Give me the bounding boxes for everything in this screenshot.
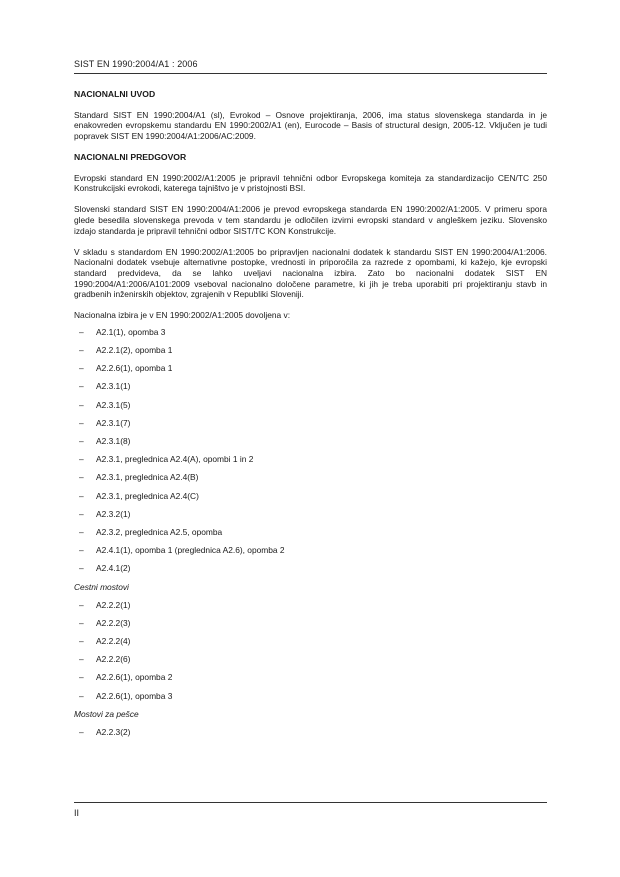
- list-item: – A2.3.2(1): [79, 508, 131, 519]
- list-item: – A2.3.1, preglednica A2.4(A), opombi 1 in 2: [79, 454, 254, 465]
- list-item: – A2.2.6(1), opomba 1: [79, 363, 173, 374]
- list-item: – A2.2.6(1), opomba 3: [79, 690, 173, 701]
- page-number: II: [74, 808, 80, 818]
- footbridges-subheading: Mostovi za pešce: [74, 708, 139, 719]
- foreword-paragraph-1: Evropski standard EN 1990:2002/A1:2005 je pripravil tehnični odbor Evropskega komiteja za standardizacijo CEN/TC 250 Konstrukcijski evrokodi, katerega tajništvo je v pristojnosti BSI.: [74, 172, 547, 194]
- list-item: – A2.3.1(5): [79, 399, 131, 410]
- list-item: – A2.2.2(4): [79, 636, 131, 647]
- list-item: – A2.3.1(7): [79, 417, 131, 428]
- intro-heading: NACIONALNI UVOD: [74, 89, 156, 99]
- list-item: – A2.3.1(1): [79, 381, 131, 392]
- page-content: [74, 89, 547, 745]
- national-choice-intro: Nacionalna izbira je v EN 1990:2002/A1:2005 dovoljena v:: [74, 310, 291, 321]
- foreword-paragraph-2: Slovenski standard SIST EN 1990:2004/A1:2006 je prevod evropskega standarda EN 1990:2002/A1:2005. V primeru spora glede besedila slovenskega prevoda v tem standardu je odločilen izvirni evropski standard v angleškem jeziku. Slovensko izdajo standarda je pripravil tehnični odbor SIST/TC KON Konstrukcije.: [74, 204, 547, 236]
- list-item: – A2.2.1(2), opomba 1: [79, 345, 173, 356]
- intro-paragraph: Standard SIST EN 1990:2004/A1 (sl), Evrokod – Osnove projektiranja, 2006, ima status slovenskega standarda in je enakovreden evropskemu standardu EN 1990:2002/A1 (en), Eurocode – Basis of structural design, 2005-12. Vključen je tudi popravek SIST EN 1990:2004/A1:2006/AC:2009.: [74, 109, 547, 141]
- list-item: – A2.4.1(2): [79, 563, 131, 574]
- list-item: – A2.4.1(1), opomba 1 (preglednica A2.6), opomba 2: [79, 545, 285, 556]
- list-item: – A2.3.2, preglednica A2.5, opomba: [79, 526, 223, 537]
- list-item: – A2.2.3(2): [79, 727, 131, 737]
- list-item: – A2.3.1, preglednica A2.4(C): [79, 490, 199, 501]
- footbridges-list: [74, 727, 547, 745]
- list-item: – A2.2.2(6): [79, 654, 131, 665]
- foreword-paragraph-3: V skladu s standardom EN 1990:2002/A1:2005 bo pripravljen nacionalni dodatek k standardu SIST EN 1990:2004/A1:2006. Nacionalni dodatek vsebuje alternativne postopke, vrednosti in priporočila za razrede z opombami, ki kažejo, kje evropski standard predvideva, da se lahko uveljavi nacionalna izbira. Zato bo nacionalni dodatek SIST EN 1990:2004/A1:2006/A101:2009 vseboval nacionalno določene parametre, ki jih je treba uporabiti pri projektiranju stavb in gradbenih inženirskih objektov, zgrajenih v Republiki Sloveniji.: [74, 246, 547, 300]
- list-item: – A2.2.6(1), opomba 2: [79, 672, 173, 683]
- general-clause-list: [74, 327, 547, 582]
- list-item: – A2.2.2(1): [79, 599, 131, 610]
- footer-rule: [74, 802, 547, 803]
- list-item: – A2.2.2(3): [79, 617, 131, 628]
- header-rule: [74, 73, 547, 74]
- road-bridges-subheading: Cestni mostovi: [74, 581, 129, 592]
- running-header: SIST EN 1990:2004/A1 : 2006: [74, 59, 198, 69]
- road-bridges-list: [74, 600, 547, 709]
- list-item: – A2.1(1), opomba 3: [79, 326, 166, 337]
- list-item: – A2.3.1(8): [79, 436, 131, 446]
- foreword-heading: NACIONALNI PREDGOVOR: [74, 151, 187, 162]
- list-item: – A2.3.1, preglednica A2.4(B): [79, 472, 199, 483]
